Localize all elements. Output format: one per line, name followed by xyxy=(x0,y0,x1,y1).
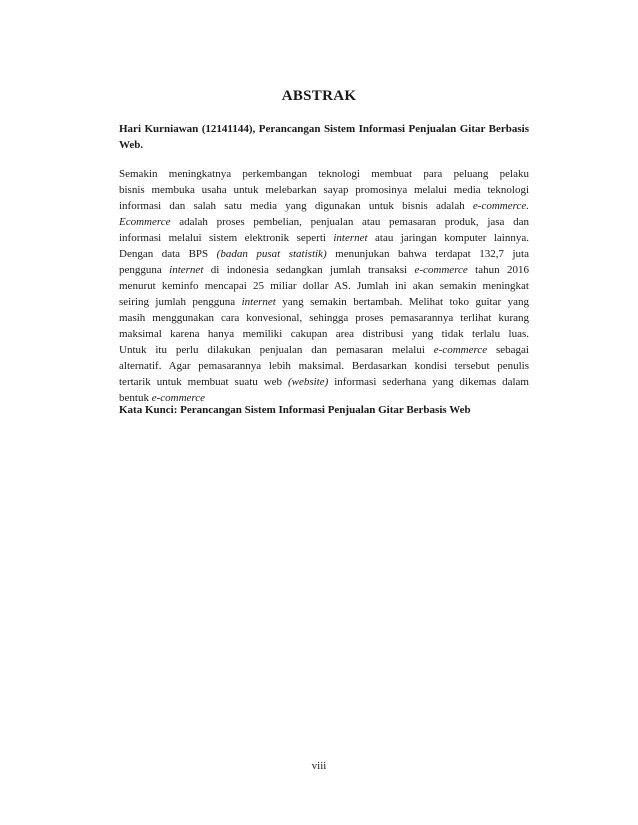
text-segment: bisnis membuka usaha untuk melebarkan sayap promosinya melalui media teknologi xyxy=(119,184,529,196)
abstract-line xyxy=(119,342,529,358)
abstract-line xyxy=(119,182,529,198)
text-segment: alternatif. Agar pemasarannya lebih maksimal. Berdasarkan kondisi tersebut penulis xyxy=(119,360,529,372)
text-segment: Untuk itu perlu dilakukan penjualan dan pemasaran melalui xyxy=(119,344,434,356)
italic-term: Ecommerce xyxy=(119,216,171,228)
abstract-line xyxy=(119,198,529,214)
abstract-line xyxy=(119,214,529,230)
text-segment: adalah proses pembelian, penjualan atau pemasaran produk, jasa dan xyxy=(170,216,529,228)
keywords-line: Kata Kunci: Perancangan Sistem Informasi Penjualan Gitar Berbasis Web xyxy=(119,404,471,416)
abstract-line xyxy=(119,166,529,182)
text-segment: menurut keminfo mencapai 25 miliar dollar AS. Jumlah ini akan semakin meningkat xyxy=(119,280,529,292)
text-segment: masih menggunakan cara konvesional, sehingga proses pemasarannya terlihat kurang xyxy=(119,312,529,324)
abstract-line xyxy=(119,246,529,262)
page-title: ABSTRAK xyxy=(281,88,357,104)
text-segment: bentuk xyxy=(119,392,152,404)
text-segment: informasi melalui sistem elektronik seperti xyxy=(119,232,334,244)
text-segment: Dengan data BPS xyxy=(119,248,217,260)
text-segment: yang semakin bertambah. Melihat toko guitar yang xyxy=(275,296,529,308)
text-segment: maksimal karena hanya memiliki cakupan area distribusi yang tidak terlalu luas. xyxy=(119,328,529,340)
italic-term: internet xyxy=(333,232,368,244)
italic-term: e-commerce xyxy=(414,264,468,276)
abstract-line xyxy=(119,326,529,342)
text-segment: tahun 2016 xyxy=(467,264,529,276)
italic-term: e-commerce. xyxy=(472,200,529,212)
abstract-line xyxy=(119,374,529,390)
italic-term: internet xyxy=(241,296,276,308)
author-line: Hari Kurniawan (12141144), Perancangan Sistem Informasi Penjualan Gitar Berbasis Web. xyxy=(119,123,529,151)
text-segment: informasi sederhana yang dikemas dalam xyxy=(328,376,529,388)
abstract-line xyxy=(119,358,529,374)
italic-term: internet xyxy=(169,264,204,276)
text-segment: Semakin meningkatnya perkembangan teknologi membuat para peluang pelaku xyxy=(119,168,529,180)
abstract-line xyxy=(119,294,529,310)
abstract-line xyxy=(119,278,529,294)
page-number: viii xyxy=(311,760,327,772)
text-segment: di indonesia sedangkan jumlah transaksi xyxy=(203,264,415,276)
abstract-body xyxy=(119,166,529,406)
text-segment: atau jaringan komputer lainnya. xyxy=(367,232,529,244)
abstract-line xyxy=(119,310,529,326)
italic-term: (badan pusat statistik) xyxy=(216,248,327,260)
text-segment: sebagai xyxy=(487,344,529,356)
text-segment: informasi dan salah satu media yang digunakan untuk bisnis adalah xyxy=(119,200,473,212)
abstract-line xyxy=(119,230,529,246)
abstract-line xyxy=(119,262,529,278)
italic-term: e-commerce xyxy=(433,344,488,356)
text-segment: tertarik untuk membuat suatu web xyxy=(119,376,288,388)
text-segment: seiring jumlah pengguna xyxy=(119,296,242,308)
text-segment: menunjukan bahwa terdapat 132,7 juta xyxy=(326,248,529,260)
text-segment: pengguna xyxy=(119,264,170,276)
italic-term: (website) xyxy=(287,376,329,388)
italic-term: e-commerce xyxy=(151,392,206,404)
